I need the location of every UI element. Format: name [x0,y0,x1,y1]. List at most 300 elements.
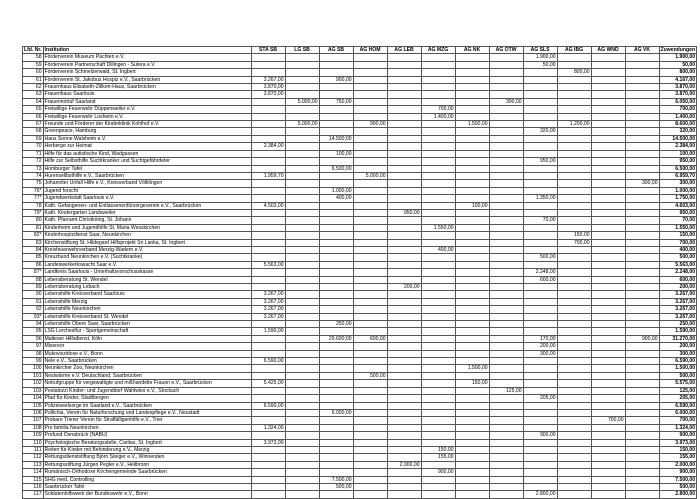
amount-cell [625,469,659,476]
amount-cell [353,365,387,372]
amount-cell [387,76,421,83]
amount-cell [421,269,455,276]
amount-cell: 6.590,00 [251,402,285,409]
column-header: AG OTW [489,47,523,54]
amount-cell [421,54,455,61]
amount-cell [625,91,659,98]
amount-cell [353,321,387,328]
amount-cell [591,350,625,357]
amount-cell [625,306,659,313]
row-number: 107 [23,417,44,424]
amount-cell [523,461,557,468]
amount-cell [421,298,455,305]
amount-cell [285,328,319,335]
amount-cell [353,328,387,335]
amount-cell [319,106,353,113]
amount-cell [489,254,523,261]
amount-cell [319,313,353,320]
amount-cell [489,269,523,276]
amount-cell [625,476,659,483]
table-row [23,306,697,313]
amount-cell [557,91,591,98]
amount-cell [557,261,591,268]
amount-cell [421,143,455,150]
amount-cell [319,343,353,350]
total-cell: 125,00 [659,387,697,394]
amount-cell [387,402,421,409]
amount-cell [319,128,353,135]
amount-cell [319,54,353,61]
amount-cell [387,254,421,261]
amount-cell [353,461,387,468]
amount-cell [353,343,387,350]
amount-cell [421,291,455,298]
table-row [23,469,697,476]
amount-cell [523,446,557,453]
amount-cell [455,187,489,194]
amount-cell [523,246,557,253]
row-number: 72 [23,158,44,165]
amount-cell [285,432,319,439]
amount-cell [251,128,285,135]
amount-cell [421,365,455,372]
amount-cell [387,454,421,461]
amount-cell [455,209,489,216]
row-number: 114 [23,469,44,476]
total-cell: 3.870,00 [659,91,697,98]
amount-cell [625,358,659,365]
amount-cell [591,98,625,105]
amount-cell [455,172,489,179]
amount-cell [591,395,625,402]
amount-cell [387,365,421,372]
amount-cell [285,54,319,61]
amount-cell [353,61,387,68]
amount-cell [251,106,285,113]
amount-cell [353,187,387,194]
amount-cell [251,135,285,142]
table-row [23,483,697,490]
table-row [23,432,697,439]
amount-cell [455,195,489,202]
amount-cell [455,239,489,246]
amount-cell: 50,00 [523,61,557,68]
row-number: 67 [23,121,44,128]
amount-cell [387,54,421,61]
amount-cell [421,217,455,224]
amount-cell [557,328,591,335]
amount-cell [455,446,489,453]
institution-cell: Landkreis Saarlouis - Unterhaltsvorschusskasse [43,269,251,276]
amount-cell [455,395,489,402]
amount-cell [285,476,319,483]
table-row [23,217,697,224]
amount-cell [489,172,523,179]
row-number: 86 [23,261,44,268]
amount-cell: 950,00 [523,158,557,165]
amount-cell [387,128,421,135]
amount-cell [421,328,455,335]
amount-cell [251,239,285,246]
amount-cell [353,202,387,209]
amount-cell [523,232,557,239]
amount-cell [557,165,591,172]
amount-cell [591,239,625,246]
institution-cell: Reiten für Kinder mit Behinderung e.V., Merzig [43,446,251,453]
row-number: 58 [23,54,44,61]
amount-cell [285,321,319,328]
amount-cell [557,483,591,490]
row-number: 83 [23,239,44,246]
table-row [23,446,697,453]
amount-cell [421,335,455,342]
row-number: 80 [23,217,44,224]
amount-cell [625,143,659,150]
table-row [23,172,697,179]
amount-cell [557,54,591,61]
amount-cell [489,84,523,91]
column-header: AG MZG [421,47,455,54]
amount-cell [285,69,319,76]
amount-cell [319,84,353,91]
amount-cell: 4.503,00 [251,202,285,209]
amount-cell: 900,00 [523,432,557,439]
table-row [23,76,697,83]
amount-cell [251,417,285,424]
amount-cell [387,335,421,342]
amount-cell [387,276,421,283]
amount-cell [387,409,421,416]
total-cell: 8.600,00 [659,121,697,128]
row-number: 68 [23,128,44,135]
amount-cell [319,246,353,253]
amount-cell [387,469,421,476]
amount-cell [353,158,387,165]
amount-cell [319,424,353,431]
amount-cell [353,69,387,76]
column-header: Zuwendungen [660,47,696,53]
row-number: 63 [23,91,44,98]
institution-cell: Neunkircher Zoo, Neunkirchen [43,365,251,372]
amount-cell [455,276,489,283]
amount-cell [455,69,489,76]
amount-cell [523,306,557,313]
institution-cell: Polizeiseelsorge im Saarland e.V., Saarbrücken [43,402,251,409]
amount-cell [557,254,591,261]
amount-cell [557,469,591,476]
amount-cell [285,172,319,179]
amount-cell [319,417,353,424]
amount-cell [591,180,625,187]
amount-cell [455,298,489,305]
table-row [23,439,697,446]
row-number: 59 [23,61,44,68]
table-row [23,121,697,128]
amount-cell [489,469,523,476]
amount-cell [625,417,659,424]
amount-cell [285,261,319,268]
amount-cell [591,150,625,157]
table-row [23,224,697,231]
amount-cell [387,187,421,194]
row-number: 92 [23,306,44,313]
amount-cell [285,269,319,276]
amount-cell [489,135,523,142]
total-cell: 31.270,00 [659,335,697,342]
amount-cell [353,313,387,320]
row-number: 70 [23,143,44,150]
table-row [23,335,697,342]
amount-cell: 400,00 [319,195,353,202]
amount-cell [319,439,353,446]
total-cell: 2.248,00 [659,269,697,276]
amount-cell [387,69,421,76]
amount-cell [251,121,285,128]
amount-cell [421,432,455,439]
amount-cell [387,446,421,453]
amount-cell [455,98,489,105]
amount-cell [421,209,455,216]
amount-cell [557,202,591,209]
amount-cell [285,150,319,157]
amount-cell: 6.500,00 [319,165,353,172]
institution-cell: Hurensellbsthilfe e.V., Saarbrücken [43,172,251,179]
amount-cell: 5.425,00 [251,380,285,387]
amount-cell [285,254,319,261]
amount-cell [489,187,523,194]
total-cell: 150,00 [659,232,697,239]
row-number: 94 [23,321,44,328]
amount-cell [421,424,455,431]
amount-cell [591,84,625,91]
amount-cell [251,180,285,187]
amount-cell: 600,00 [353,335,387,342]
amount-cell [251,469,285,476]
amount-cell [455,424,489,431]
amount-cell [523,358,557,365]
amount-cell [523,135,557,142]
amount-cell [285,454,319,461]
amount-cell [455,91,489,98]
amount-cell [489,409,523,416]
amount-cell [523,106,557,113]
amount-cell [387,380,421,387]
amount-cell [625,343,659,350]
amount-cell [421,358,455,365]
amount-cell [285,483,319,490]
amount-cell [455,269,489,276]
total-cell: 3.267,00 [659,306,697,313]
institution-cell: Probare Trierer Verein für Straffälligenhilfe e.V., Trier [43,417,251,424]
amount-cell [285,61,319,68]
amount-cell [591,476,625,483]
total-cell: 700,00 [659,417,697,424]
amount-cell: 700,00 [557,239,591,246]
amount-cell: 300,00 [625,180,659,187]
institution-cell: Freiwillige Feuerwehr Düppenweiler e.V. [43,106,251,113]
total-cell: 1.590,00 [659,328,697,335]
amount-cell [489,54,523,61]
amount-cell [523,454,557,461]
amount-cell [455,106,489,113]
amount-cell [557,98,591,105]
amount-cell: 500,00 [523,254,557,261]
amount-cell [625,128,659,135]
amount-cell [251,350,285,357]
row-number: 103 [23,387,44,394]
row-number: 66 [23,113,44,120]
amount-cell [387,328,421,335]
amount-cell [625,298,659,305]
amount-cell [523,91,557,98]
amount-cell [387,150,421,157]
institution-cell: Jugend forscht [43,187,251,194]
institution-cell: Landeswerkerkswacht Saar e.V. [43,261,251,268]
institution-cell: Nele e.V., Saarbrücken [43,358,251,365]
amount-cell: 170,00 [523,335,557,342]
amount-cell [523,224,557,231]
amount-cell [421,483,455,490]
amount-cell: 100,00 [319,150,353,157]
row-number: 65 [23,106,44,113]
institution-cell: Greenpeace, Hamburg [43,128,251,135]
amount-cell [319,91,353,98]
amount-cell [455,321,489,328]
amount-cell [489,483,523,490]
row-number: 89 [23,284,44,291]
amount-cell [489,365,523,372]
amount-cell [319,328,353,335]
amount-cell [455,246,489,253]
amount-cell [285,195,319,202]
total-cell: 205,00 [659,395,697,402]
total-cell: 300,00 [659,350,697,357]
amount-cell [523,98,557,105]
amount-cell [421,195,455,202]
amount-cell [523,321,557,328]
amount-cell [455,432,489,439]
amount-cell [455,291,489,298]
amount-cell [387,202,421,209]
amount-cell [353,395,387,402]
amount-cell [625,321,659,328]
amount-cell [523,328,557,335]
amount-cell [251,335,285,342]
amount-cell [387,417,421,424]
amount-cell [319,143,353,150]
amount-cell [625,432,659,439]
amount-cell [421,461,455,468]
amount-cell [455,461,489,468]
amount-cell [455,454,489,461]
row-number: 75 [23,180,44,187]
amount-cell [319,365,353,372]
amount-cell [319,461,353,468]
column-header: STA SB [251,47,285,54]
amount-cell [489,306,523,313]
amount-cell [625,172,659,179]
amount-cell [319,172,353,179]
table-row [23,54,697,61]
amount-cell [625,454,659,461]
total-cell: 1.900,00 [659,54,697,61]
amount-cell [319,291,353,298]
amount-cell [387,483,421,490]
amount-cell [455,358,489,365]
amount-cell [591,232,625,239]
amount-cell [591,461,625,468]
total-cell: 14.500,00 [659,135,697,142]
table-row [23,165,697,172]
amount-cell [489,461,523,468]
amount-cell [251,187,285,194]
table-row [23,209,697,216]
amount-cell [625,461,659,468]
amount-cell [523,165,557,172]
amount-cell [353,409,387,416]
amount-cell [489,61,523,68]
amount-cell [285,158,319,165]
amount-cell [387,306,421,313]
total-cell: 4.603,00 [659,202,697,209]
row-number: 105 [23,402,44,409]
amount-cell [455,483,489,490]
amount-cell [489,276,523,283]
amount-cell [285,313,319,320]
table-row [23,387,697,394]
institution-cell: Kreuzbund Neunkirchen e.V. (Suchtkranke) [43,254,251,261]
amount-cell [285,291,319,298]
column-header: Lfd. Nr. [24,47,42,53]
amount-cell [523,150,557,157]
amount-cell [523,143,557,150]
amount-cell [625,113,659,120]
amount-cell [285,187,319,194]
amount-cell [523,69,557,76]
column-header: AG VK [625,47,659,54]
table-row [23,454,697,461]
row-number: 84 [23,246,44,253]
amount-cell [353,417,387,424]
total-cell: 950,00 [659,158,697,165]
amount-cell [455,343,489,350]
amount-cell [489,335,523,342]
amount-cell [285,461,319,468]
amount-cell [625,69,659,76]
amount-cell [251,276,285,283]
table-row [23,321,697,328]
column-header: LG SB [285,47,319,54]
amount-cell [421,150,455,157]
amount-cell [455,409,489,416]
total-cell: 3.870,00 [659,84,697,91]
amount-cell [421,372,455,379]
amount-cell: 1.500,00 [455,365,489,372]
amount-cell [421,128,455,135]
institution-cell: Notrufgruppe für vergewaltigte und mißhandelte Frauen e.V., Saarbrücken [43,380,251,387]
total-cell: 950,00 [659,209,697,216]
amount-cell [251,395,285,402]
row-number: 82* [23,232,44,239]
amount-cell: 1.200,00 [557,121,591,128]
amount-cell [285,372,319,379]
amount-cell [489,439,523,446]
amount-cell [625,291,659,298]
amount-cell [353,269,387,276]
amount-cell [523,476,557,483]
row-number: 99 [23,358,44,365]
amount-cell [625,395,659,402]
